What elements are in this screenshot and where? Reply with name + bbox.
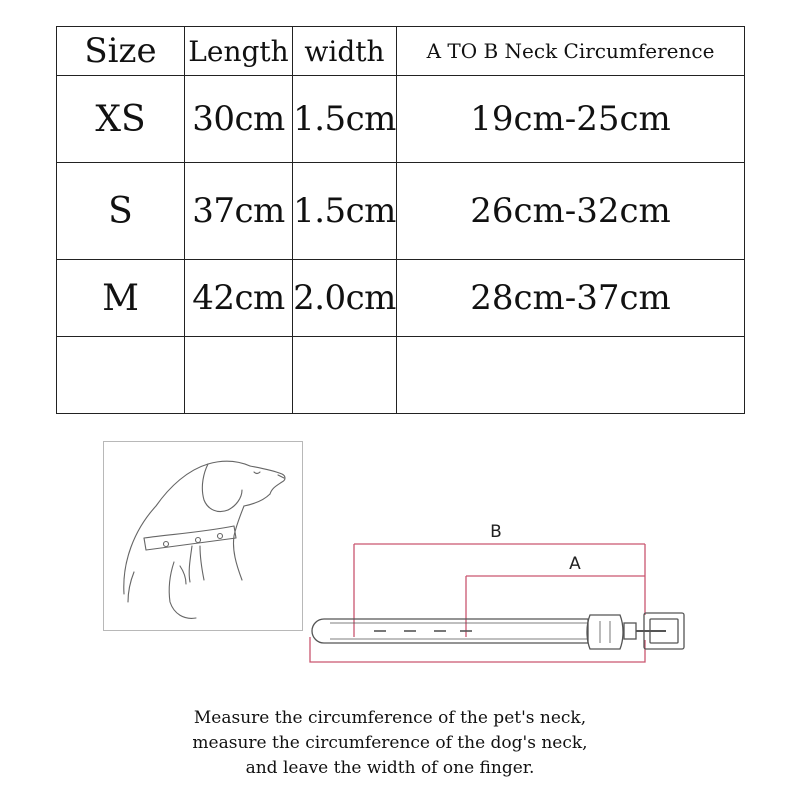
dog-neck-illustration [103, 441, 303, 631]
cell-length: 42cm [185, 260, 293, 337]
cell-length [185, 337, 293, 414]
dog-sketch-icon [104, 442, 302, 630]
caption-line-1: Measure the circumference of the pet's neck, [193, 708, 587, 728]
cell-width [293, 337, 397, 414]
cell-width: 2.0cm [293, 260, 397, 337]
table-row [57, 163, 745, 260]
label-a: A [569, 554, 581, 574]
header-width: width [293, 27, 397, 76]
table-header-row [57, 27, 745, 76]
cell-length: 30cm [185, 76, 293, 163]
cell-neck: 26cm-32cm [397, 163, 745, 260]
cell-neck: 19cm-25cm [397, 76, 745, 163]
size-table [56, 26, 745, 414]
cell-neck [397, 337, 745, 414]
cell-size: M [57, 260, 185, 337]
table-row [57, 260, 745, 337]
caption-line-2: measure the circumference of the dog's neck, [192, 733, 588, 753]
caption-line-3: and leave the width of one finger. [245, 758, 535, 778]
table-row [57, 76, 745, 163]
cell-width: 1.5cm [293, 76, 397, 163]
collar-measurement-diagram [300, 515, 695, 665]
header-length: Length [185, 27, 293, 76]
cell-length: 37cm [185, 163, 293, 260]
header-size: Size [57, 27, 185, 76]
cell-width: 1.5cm [293, 163, 397, 260]
cell-size [57, 337, 185, 414]
cell-size: XS [57, 76, 185, 163]
cell-neck: 28cm-37cm [397, 260, 745, 337]
collar-strap-icon [312, 613, 684, 649]
table-row-empty [57, 337, 745, 414]
header-neck-circumference: A TO B Neck Circumference [397, 27, 745, 76]
label-b: B [490, 522, 502, 542]
cell-size: S [57, 163, 185, 260]
